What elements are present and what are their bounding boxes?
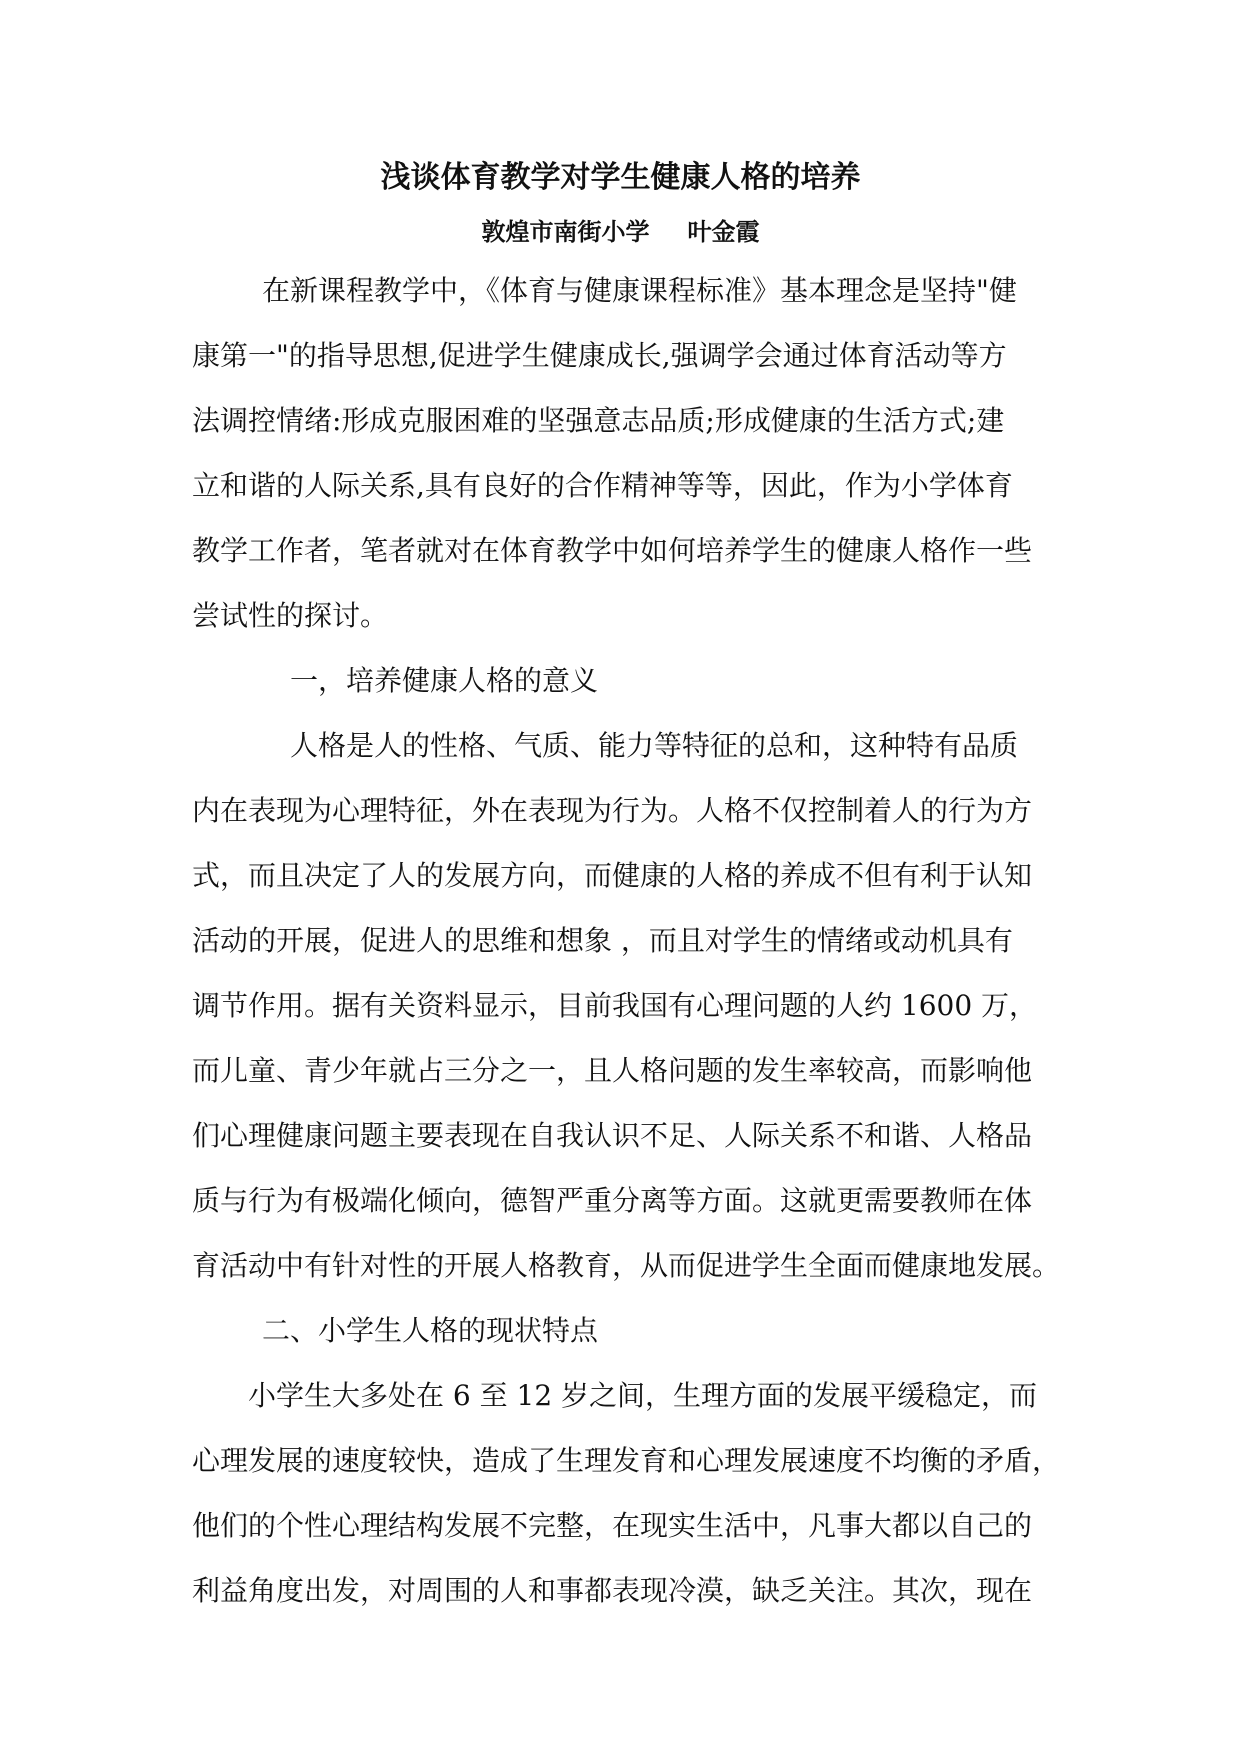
body-text [192, 258, 1061, 1623]
text-line: 心理发展的速度较快，造成了生理发育和心理发展速度不均衡的矛盾， [192, 1444, 1061, 1477]
text-line: 质与行为有极端化倾向，德智严重分离等方面。这就更需要教师在体 [192, 1184, 1033, 1217]
author-line [0, 216, 1241, 248]
text-line: 尝试性的探讨。 [192, 599, 389, 632]
author-name: 叶金霞 [687, 217, 760, 246]
text-line: 育活动中有针对性的开展人格教育，从而促进学生全面而健康地发展。 [192, 1249, 1061, 1282]
text-line: 在新课程教学中，《体育与健康课程标准》基本理念是坚持"健 [262, 274, 1017, 307]
text-line: 式，而且决定了人的发展方向，而健康的人格的养成不但有利于认知 [192, 859, 1033, 892]
text-line: 小学生大多处在 6 至 12 岁之间，生理方面的发展平缓稳定，而 [248, 1379, 1038, 1412]
text-line: 人格是人的性格、气质、能力等特征的总和，这种特有品质 [290, 729, 1019, 762]
text-line: 康第一"的指导思想,促进学生健康成长,强调学会通过体育活动等方 [192, 339, 1007, 372]
text-line: 法调控情绪:形成克服困难的坚强意志品质;形成健康的生活方式;建 [192, 404, 1005, 437]
text-line: 调节作用。据有关资料显示，目前我国有心理问题的人约 1600 万， [192, 989, 1038, 1022]
text-line: 一，培养健康人格的意义 [290, 664, 599, 697]
text-line: 立和谐的人际关系,具有良好的合作精神等等，因此，作为小学体育 [192, 469, 1013, 502]
school-name: 敦煌市南街小学 [481, 217, 650, 246]
text-line: 活动的开展，促进人的思维和想象 ，而且对学生的情绪或动机具有 [192, 924, 1013, 957]
text-line: 利益角度出发，对周围的人和事都表现冷漠，缺乏关注。其次，现在 [192, 1574, 1033, 1607]
text-line: 们心理健康问题主要表现在自我认识不足、人际关系不和谐、人格品 [192, 1119, 1033, 1152]
document-title: 浅谈体育教学对学生健康人格的培养 [380, 160, 861, 195]
text-line: 二、小学生人格的现状特点 [262, 1314, 599, 1347]
text-line: 内在表现为心理特征，外在表现为行为。人格不仅控制着人的行为方 [192, 794, 1033, 827]
text-line: 教学工作者，笔者就对在体育教学中如何培养学生的健康人格作一些 [192, 534, 1033, 567]
text-line: 而儿童、青少年就占三分之一，且人格问题的发生率较高，而影响他 [192, 1054, 1033, 1087]
text-line: 他们的个性心理结构发展不完整，在现实生活中，凡事大都以自己的 [192, 1509, 1033, 1542]
